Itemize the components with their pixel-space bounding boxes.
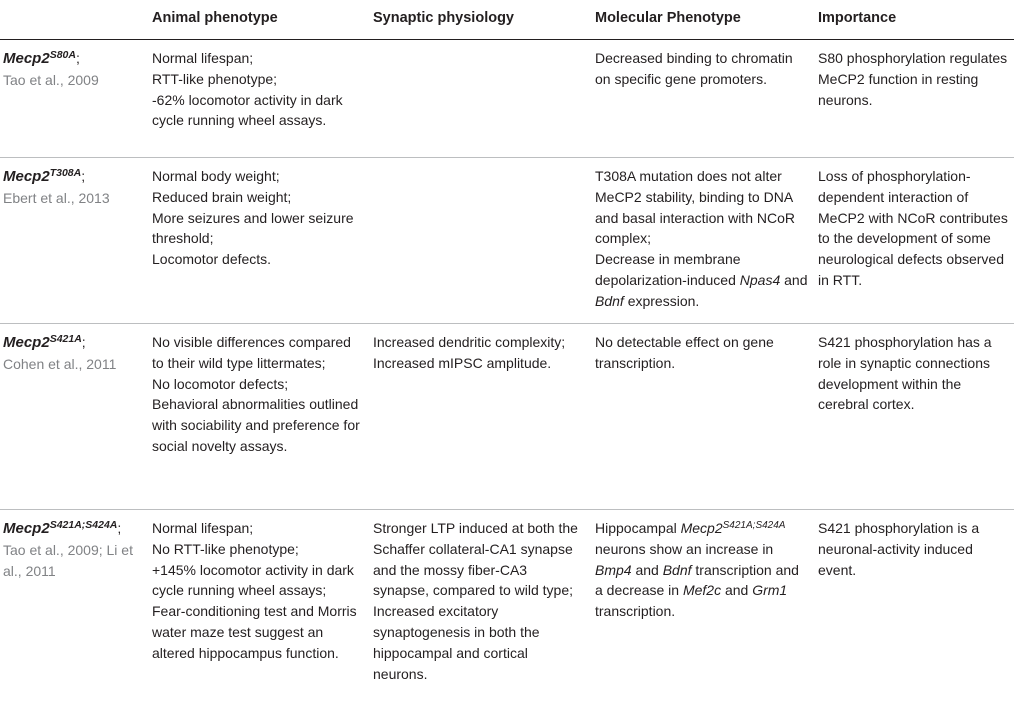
molecular-phenotype-item: T308A mutation does not alter MeCP2 stability, binding to DNA and basal interaction with NCoR complex; xyxy=(595,168,795,247)
citation: Cohen et al., 2011 xyxy=(3,355,117,372)
citation: Tao et al., 2009 xyxy=(3,71,99,88)
header-importance: Importance xyxy=(818,10,897,26)
animal-phenotype-item: -62% locomotor activity in dark cycle running wheel assays. xyxy=(152,91,343,129)
gene-name: Mef2c xyxy=(682,582,722,599)
animal-phenotype-item: Normal lifespan; xyxy=(152,50,254,66)
animal-phenotype-item: No visible differences compared to their wild type littermates; xyxy=(152,334,351,371)
gene-name: $Mecp2^{S421A;S424A}$ xyxy=(680,520,786,536)
animal-phenotype-item: Locomotor defects. xyxy=(152,251,272,268)
mouse-model-cell: $Mecp2^{S421A}$; Cohen et al., 2011 xyxy=(3,333,117,372)
table-row xyxy=(0,40,1014,158)
table-row xyxy=(0,158,1014,324)
animal-phenotype-item: More seizures and lower seizure threshold; xyxy=(152,209,354,247)
molecular-phenotype-item: Decrease in membrane depolarization-induced Npas4 and Bdnf expression. xyxy=(595,251,808,309)
citation: Tao et al., 2009; Li et al., 2011 xyxy=(3,541,133,579)
animal-phenotype-cell xyxy=(152,332,364,457)
synaptic-physiology-item: Increased mIPSC amplitude. xyxy=(373,354,552,371)
animal-phenotype-cell xyxy=(152,518,364,664)
gene-name: Npas4 xyxy=(739,271,781,288)
mouse-model-name: $Mecp2^{S421A;S424A}$ xyxy=(3,519,118,537)
header-synaptic-physiology: Synaptic physiology xyxy=(373,10,514,26)
animal-phenotype-item: Behavioral abnormalities outlined with sociability and preference for social novelty assays. xyxy=(152,396,360,454)
molecular-phenotype-cell: Hippocampal $Mecp2^{S421A;S424A}$ neurons show an increase in Bmp4 and Bdnf transcription and a decrease in Mef2c and Grm1 transcription. xyxy=(595,520,799,620)
animal-phenotype-item: RTT-like phenotype; xyxy=(152,70,278,87)
animal-phenotype-cell xyxy=(152,48,364,131)
header-animal-phenotype: Animal phenotype xyxy=(152,10,278,26)
importance-cell: Loss of phosphorylation-dependent interaction of MeCP2 with NCoR contributes to the development of some neurological defects observed in RTT. xyxy=(818,168,1008,288)
citation: Ebert et al., 2013 xyxy=(3,189,110,206)
mouse-model-name: $Mecp2^{T308A}$ xyxy=(3,167,82,185)
mouse-model-name: $Mecp2^{S421A}$ xyxy=(3,333,82,351)
synaptic-physiology-cell xyxy=(373,518,585,684)
importance-cell: S421 phosphorylation has a role in synaptic connections development within the cerebral cortex. xyxy=(818,334,992,413)
gene-name: Grm1 xyxy=(752,582,788,599)
importance-cell: S421 phosphorylation is a neuronal-activity induced event. xyxy=(818,520,980,578)
synaptic-physiology-item: Stronger LTP induced at both the Schaffer collateral-CA1 synapse and the mossy fiber-CA3 synapse, compared to wild type; xyxy=(373,520,578,599)
molecular-phenotype-cell: No detectable effect on gene transcription. xyxy=(595,334,774,371)
mouse-model-cell: $Mecp2^{S421A;S424A}$; Tao et al., 2009; Li et al., 2011 xyxy=(3,519,133,579)
animal-phenotype-item: No locomotor defects; xyxy=(152,375,289,392)
animal-phenotype-cell xyxy=(152,166,364,270)
animal-phenotype-item: No RTT-like phenotype; xyxy=(152,540,299,557)
mouse-model-cell: $Mecp2^{S80A}$; Tao et al., 2009 xyxy=(3,49,99,88)
animal-phenotype-item: Normal lifespan; xyxy=(152,520,254,536)
gene-name: Bmp4 xyxy=(595,561,632,578)
molecular-phenotype-cell: Decreased binding to chromatin on specific gene promoters. xyxy=(595,50,793,87)
table-row xyxy=(0,324,1014,510)
animal-phenotype-item: +145% locomotor activity in dark cycle running wheel assays; xyxy=(152,561,354,599)
animal-phenotype-item: Reduced brain weight; xyxy=(152,188,292,205)
animal-phenotype-item: Normal body weight; xyxy=(152,168,280,184)
synaptic-physiology-item: Increased dendritic complexity; xyxy=(373,334,566,350)
synaptic-physiology-item: Increased excitatory synaptogenesis in both the hippocampal and cortical neurons. xyxy=(373,603,540,682)
importance-cell: S80 phosphorylation regulates MeCP2 function in resting neurons. xyxy=(818,50,1008,108)
gene-name: Bdnf xyxy=(662,561,692,578)
header-molecular-phenotype: Molecular Phenotype xyxy=(595,10,741,26)
mouse-model-cell: $Mecp2^{T308A}$; Ebert et al., 2013 xyxy=(3,167,110,206)
molecular-phenotype-cell xyxy=(595,166,808,312)
synaptic-physiology-cell xyxy=(373,332,585,374)
table-row xyxy=(0,510,1014,707)
mouse-model-name: $Mecp2^{S80A}$ xyxy=(3,49,76,67)
animal-phenotype-item: Fear-conditioning test and Morris water maze test suggest an altered hippocampus function. xyxy=(152,603,357,661)
table-header-row xyxy=(0,0,1014,40)
gene-name: Bdnf xyxy=(595,292,624,309)
